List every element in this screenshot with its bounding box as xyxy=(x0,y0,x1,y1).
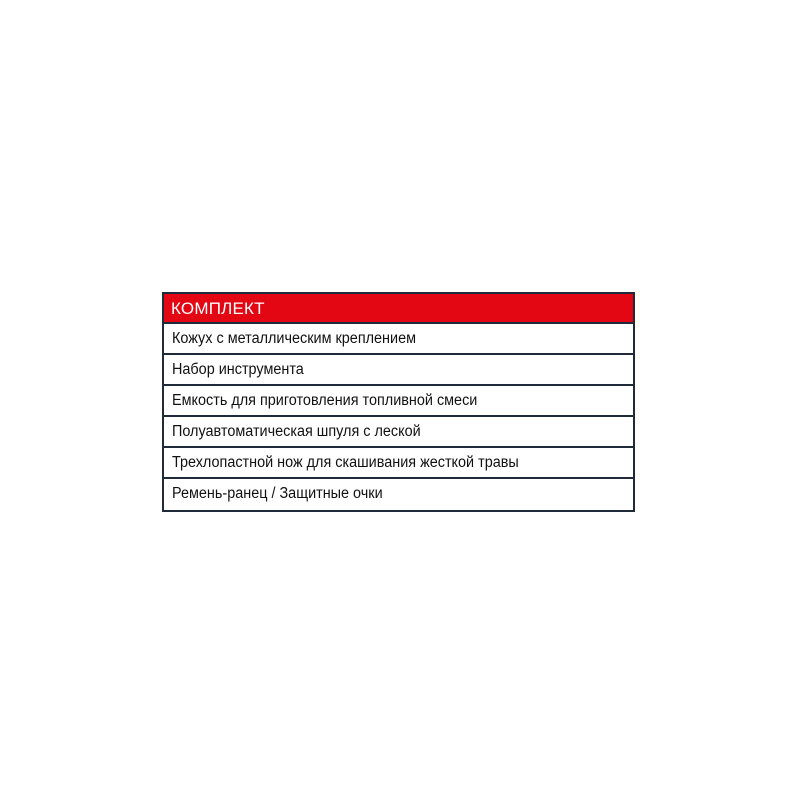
kit-item xyxy=(164,324,633,355)
kit-item xyxy=(164,448,633,479)
kit-item xyxy=(164,479,633,510)
kit-item-label: Набор инструмента xyxy=(172,361,304,378)
kit-item-label: Трехлопастной нож для скашивания жесткой травы xyxy=(172,454,519,471)
kit-item xyxy=(164,355,633,386)
kit-item-label: Емкость для приготовления топливной смеси xyxy=(172,392,478,409)
kit-contents-table xyxy=(162,292,635,512)
kit-header: КОМПЛЕКТ xyxy=(164,294,633,324)
kit-item xyxy=(164,386,633,417)
kit-item-label: Полуавтоматическая шпуля с леской xyxy=(172,423,421,440)
kit-item-label: Ремень-ранец / Защитные очки xyxy=(172,485,383,502)
kit-item-label: Кожух с металлическим креплением xyxy=(172,330,416,347)
kit-item xyxy=(164,417,633,448)
